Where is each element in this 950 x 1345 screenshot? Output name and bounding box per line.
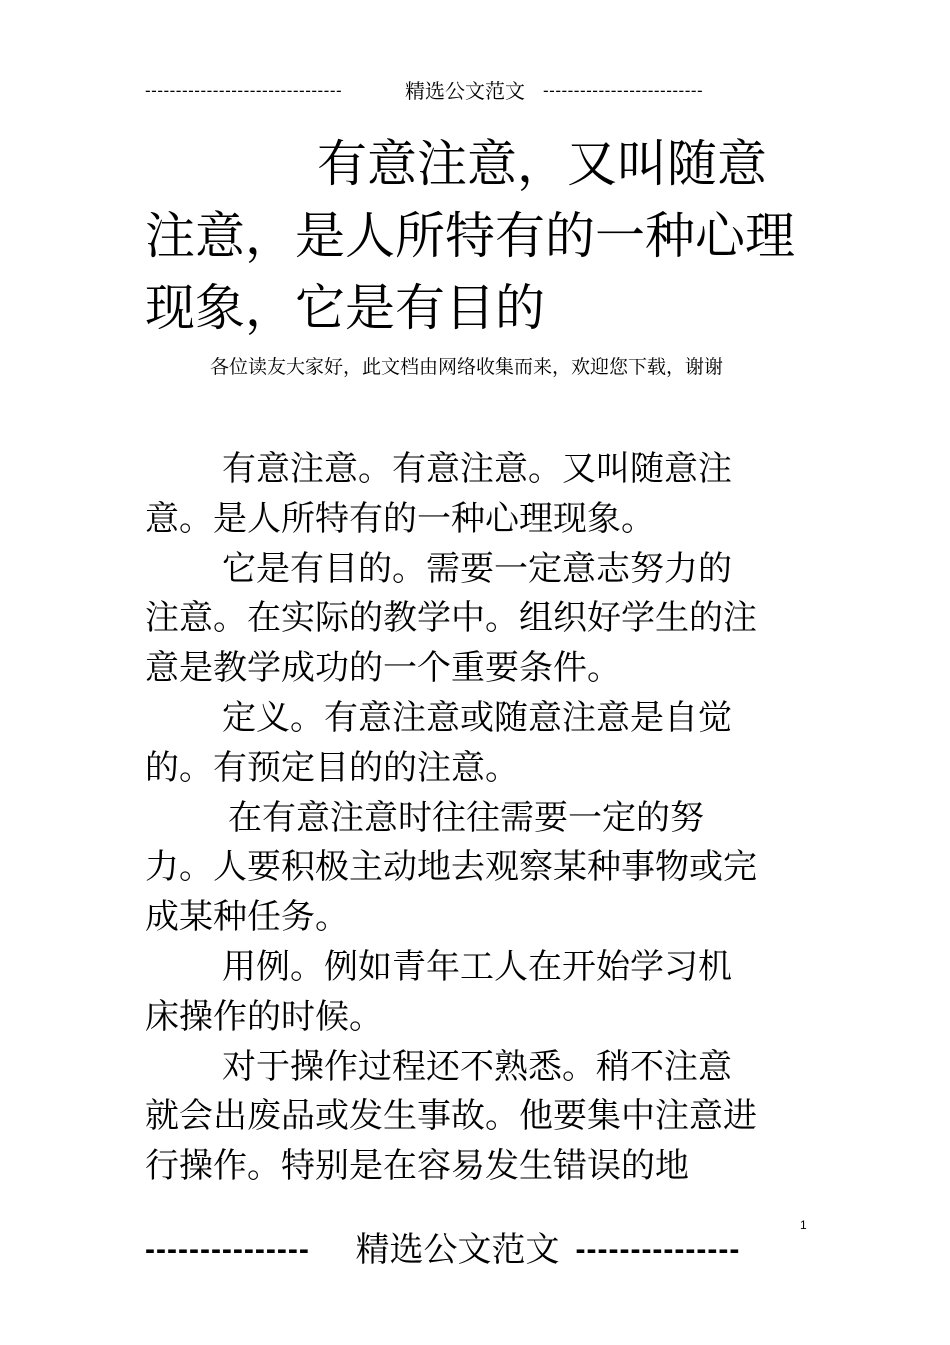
page-footer: [145, 1227, 770, 1273]
reader-notice: 各位读友大家好，此文档由网络收集而来，欢迎您下载，谢谢: [210, 356, 724, 378]
footer-label: 精选公文范文: [355, 1230, 560, 1270]
header-label: 精选公文范文: [405, 79, 525, 103]
header-dash-right: --------------------------: [543, 81, 704, 100]
document-title: 有意注意，又叫随意注意，是人所特有的一种心理现象，它是有目的: [145, 135, 795, 337]
header-dash-left: --------------------------------: [145, 81, 343, 100]
paragraph: 对于操作过程还不熟悉。稍不注意就会出废品或发生事故。他要集中注意进行操作。特别是在容易发生错误的地: [145, 1046, 757, 1187]
paragraph: 用例。例如青年工人在开始学习机床操作的时候。: [145, 946, 732, 1037]
paragraph: 定义。有意注意或随意注意是自觉的。有预定目的的注意。: [145, 697, 732, 788]
page-header: [145, 76, 775, 106]
page-number: 1: [800, 1218, 807, 1232]
document-body: [145, 445, 765, 1192]
paragraph: 它是有目的。需要一定意志努力的注意。在实际的教学中。组织好学生的注意是教学成功的一个重要条件。: [145, 548, 757, 689]
footer-dash-left: ---------------: [145, 1233, 310, 1266]
footer-dash-right: ---------------: [575, 1233, 741, 1266]
paragraph: 有意注意。有意注意。又叫随意注意。是人所特有的一种心理现象。: [145, 449, 732, 539]
paragraph: 在有意注意时往往需要一定的努力。人要积极主动地去观察某种事物或完成某种任务。: [145, 797, 757, 938]
